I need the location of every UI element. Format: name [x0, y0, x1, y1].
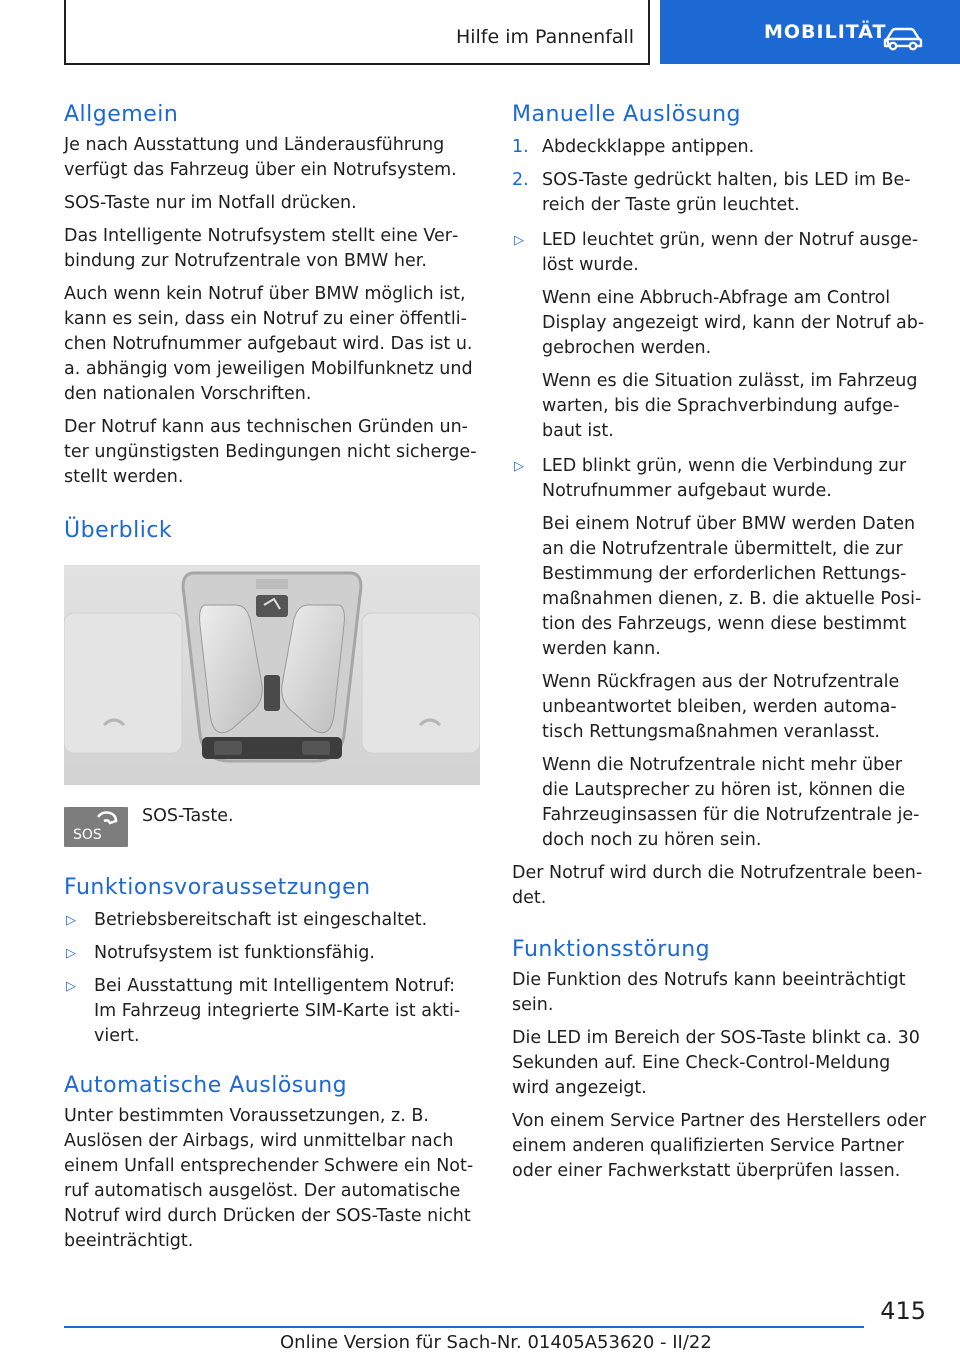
list-item: ▷ Bei Ausstattung mit Intelligentem Notruf: Im Fahrzeug integrierte SIM-Karte ist aktiviert.: [64, 974, 480, 1049]
car-icon: [883, 27, 923, 51]
heading-manuelle-ausloesung: Manuelle Auslösung: [512, 102, 741, 127]
triangle-bullet-icon: ▷: [66, 913, 76, 928]
step-item: 1. Abdeckklappe antippen.: [512, 137, 755, 157]
triangle-bullet-icon: ▷: [514, 459, 524, 474]
b1-note-1: Wenn eine Abbruch-Abfrage am Control Display angezeigt wird, kann der Notruf abgebrochen werden.: [542, 288, 925, 358]
triangle-bullet-icon: ▷: [514, 233, 524, 248]
allgemein-p5: Der Notruf kann aus technischen Gründen unter ungünstigsten Bedingungen nicht sichergestellt werden.: [64, 417, 477, 487]
heading-funktionsstoerung: Funktionsstörung: [512, 937, 711, 962]
header-rule: [64, 63, 650, 65]
list-item: ▷ LED blinkt grün, wenn die Verbindung zur Notrufnummer aufgebaut wurde.: [512, 454, 928, 504]
stoerung-p1: Die Funktion des Notrufs kann beeinträchtigt sein.: [512, 970, 906, 1015]
b2-note-3: Wenn die Notrufzentrale nicht mehr über die Lautsprecher zu hören ist, können die Fahrzeuginsassen für die Notrufzentrale jedoch noch zu hören sein.: [542, 755, 920, 850]
page-number: 415: [880, 1297, 926, 1325]
manuell-end: Der Notruf wird durch die Notrufzentrale beendet.: [512, 863, 923, 908]
b2-note-2: Wenn Rückfragen aus der Notrufzentrale unbeantwortet bleiben, werden automatisch Rettungsmaßnahmen veranlasst.: [542, 672, 900, 742]
list-item: ▷ LED leuchtet grün, wenn der Notruf ausgelöst wurde.: [512, 228, 928, 278]
sos-icon-label: SOS: [73, 827, 102, 843]
requirements-list: [64, 908, 480, 1049]
overhead-console-image: [64, 565, 480, 785]
steps-list: [512, 135, 928, 218]
heading-allgemein: Allgemein: [64, 102, 179, 127]
allgemein-p2: SOS-Taste nur im Notfall drücken.: [64, 193, 357, 213]
stoerung-p3: Von einem Service Partner des Herstellers oder einem anderen qualifizierten Service Partner oder einer Fachwerkstatt überprüfen lassen.: [512, 1111, 927, 1181]
allgemein-p4: Auch wenn kein Notruf über BMW möglich ist, kann es sein, dass ein Notruf zu einer öffentlichen Notrufnummer aufgebaut wird. Das ist u. a. abhängig vom jeweiligen Mobilfunknetz und den nationalen Vorschriften.: [64, 284, 473, 404]
heading-automatische-ausloesung: Automatische Auslösung: [64, 1073, 348, 1098]
b1-note-2: Wenn es die Situation zulässt, im Fahrzeug warten, bis die Sprachverbindung aufgebaut ist.: [542, 371, 918, 441]
footer-version-text: Online Version für Sach-Nr. 01405A53620 - II/22: [280, 1332, 712, 1353]
overhead-console-illustration: [64, 565, 480, 785]
footer-rule: [64, 1326, 864, 1328]
header-divider-right: [648, 0, 650, 64]
sos-caption: SOS-Taste.: [142, 806, 234, 826]
sos-legend: [64, 807, 480, 847]
header-divider-left: [64, 0, 66, 64]
stoerung-p2: Die LED im Bereich der SOS-Taste blinkt ca. 30 Sekunden auf. Eine Check-Control-Meldung wird angezeigt.: [512, 1028, 920, 1098]
triangle-bullet-icon: ▷: [66, 946, 76, 961]
right-column: [512, 100, 928, 1184]
triangle-bullet-icon: ▷: [66, 979, 76, 994]
list-item: ▷ Notrufsystem ist funktionsfähig.: [64, 941, 480, 966]
allgemein-p1: Je nach Ausstattung und Länderausführung verfügt das Fahrzeug über ein Notrufsystem.: [64, 135, 457, 180]
list-item: ▷ Betriebsbereitschaft ist eingeschaltet.: [64, 908, 480, 933]
allgemein-p3: Das Intelligente Notrufsystem stellt eine Verbindung zur Notrufzentrale von BMW her.: [64, 226, 459, 271]
heading-ueberblick: Überblick: [64, 518, 173, 543]
heading-funktionsvoraussetzungen: Funktionsvoraussetzungen: [64, 875, 371, 900]
step-item: 2. SOS-Taste gedrückt halten, bis LED im Bereich der Taste grün leuchtet.: [512, 170, 911, 215]
sos-button-icon: [64, 807, 128, 847]
section-title: Hilfe im Pannenfall: [455, 26, 634, 48]
b2-note-1: Bei einem Notruf über BMW werden Daten an die Notrufzentrale übermittelt, die zur Bestimmung der erforderlichen Rettungsmaßnahmen dienen, z. B. die aktuelle Position des Fahrzeugs, wenn diese bestimmt werden kann.: [542, 514, 922, 659]
chapter-title: MOBILITÄT: [764, 21, 887, 43]
automatisch-p1: Unter bestimmten Voraussetzungen, z. B. Auslösen der Airbags, wird unmittelbar nach einem Unfall entsprechender Schwere ein Notruf automatisch ausgelöst. Der automatische Notruf wird durch Drücken der SOS-Taste nicht beeinträchtigt.: [64, 1106, 474, 1251]
left-column: [64, 100, 480, 1254]
